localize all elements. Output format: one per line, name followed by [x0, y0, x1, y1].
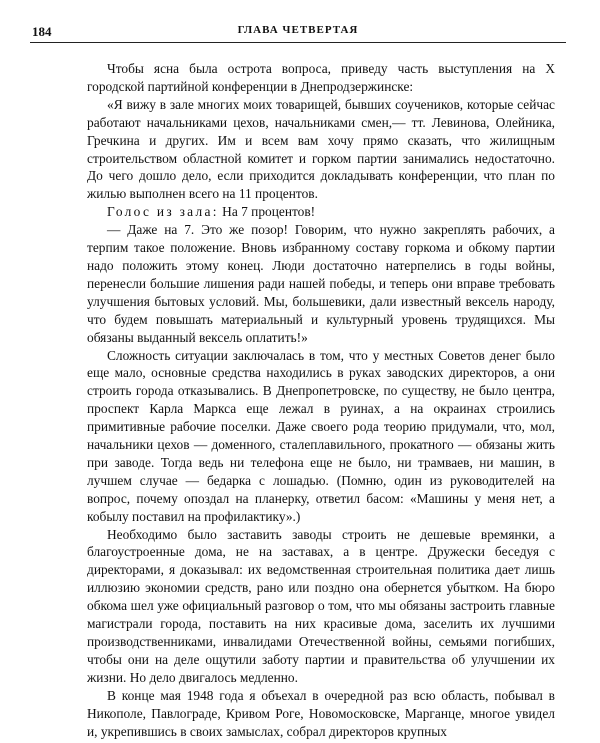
paragraph-intro: Чтобы ясна была острота вопроса, приведу часть выступления на X городской партийной конференции в Днепродзержинске:: [87, 61, 555, 94]
running-title: ГЛАВА ЧЕТВЕРТАЯ: [237, 24, 359, 36]
body-text: [87, 60, 555, 740]
page-number: 184: [32, 24, 52, 39]
paragraph-voice: [87, 203, 555, 221]
paragraph-may-1948: В конце мая 1948 года я объехал в очередной раз всю область, побывал в Никополе, Павлограде, Кривом Роге, Новомосковске, Марганце, многое увидел и, укрепившись в своих замыслах, собрал директоров крупных: [87, 687, 555, 739]
paragraph-situation: Сложность ситуации заключалась в том, что у местных Советов денег было еще мало, основные средства находились в руках заводских директоров, а они строить города отказывались. В Днепропетровске, по существу, не было центра, проспект Карла Маркса еще лежал в руинах, а на окраинах строились примитивные рабочие поселки. Даже своего рода теорию придумали, что, мол, начальники цехов — доменного, сталеплавильного, прокатного — обязаны жить при заводе. Тогда ведь ни телефона еще не было, ни трамваев, ни машин, в лучшем случае — бедарка с лошадью. (Помню, один из руководителей на вопрос, почему опоздал на планерку, ответил басом: «Машины у меня нет, а кобылу поставил на профилактику».): [87, 347, 555, 524]
paragraph-necessity: Необходимо было заставить заводы строить не дешевые времянки, а благоустроенные дома, не на заставах, а в центре. Дружески беседуя с директорами, я доказывал: их ведомственная строительная политика дает лишь иллюзию экономии средств, рано или поздно она обернется убытком. На бюро обкома шел уже официальный разговор о том, что мы обязаны застроить главные магистрали города, поставить на них красивые дома, заселить их лучшими производственниками, инвалидами Отечественной войны, семьями погибших, чтобы они на деле ощутили заботу партии и правительства об улучшении их жизни. Но дело двигалось медленно.: [87, 526, 555, 685]
paragraph-quote-1: «Я вижу в зале многих моих товарищей, бывших соучеников, которые сейчас работают начальниками цехов, начальниками смен,— тт. Левинова, Олейника, Гречкина и других. Им и всем вам хочу прямо сказать, что жилищным строительством областной комитет и горком партии занимались недостаточно. До чего дошло дело, если приходится докладывать конференции, что план по жилью выполнен всего на 11 процентов.: [87, 96, 555, 202]
paragraph-quote-2: — Даже на 7. Это же позор! Говорим, что нужно закреплять рабочих, а терпим такое положение. Вновь избранному составу горкома и обкому партии надо положить этому конец. Люди достаточно натерпелись в годы войны, перенесли большие лишения ради нашей победы, и теперь они вправе требовать улучшения бытовых условий. Мы, большевики, дали известный вексель народу, что будем повышать материальный и культурный уровень трудящихся. Мы обязаны выданный вексель оплатить!»: [87, 222, 555, 345]
voice-text: На 7 процентов!: [218, 204, 316, 220]
voice-label: Голос из зала:: [107, 204, 219, 220]
page-header: [30, 20, 566, 43]
